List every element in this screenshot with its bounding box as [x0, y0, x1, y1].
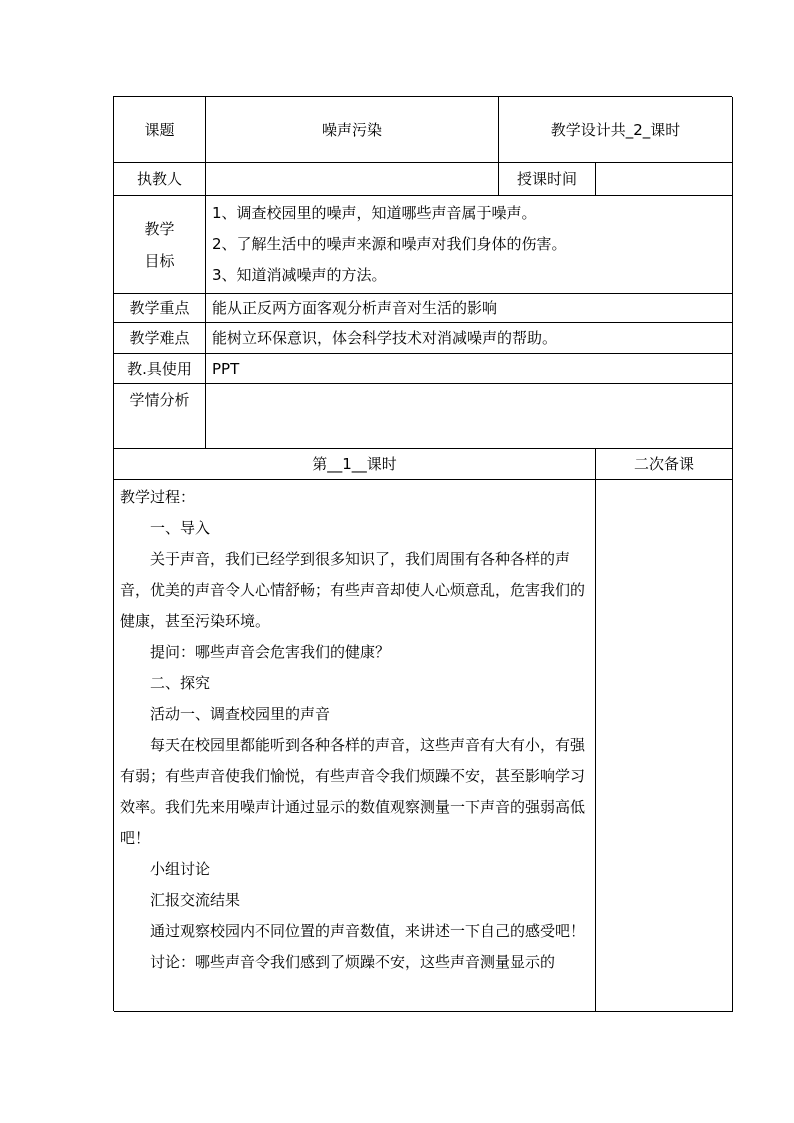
time-value[interactable]: [596, 163, 733, 196]
lesson-paragraph: 关于声音，我们已经学到很多知识了，我们周围有各种各样的声音，优美的声音令人心情舒畅；有些声音却使人心烦意乱，危害我们的健康，甚至污染环境。: [120, 550, 586, 630]
teacher-label: 执教人: [114, 163, 206, 196]
goals-label: [114, 196, 206, 294]
tools-label: 教.具使用: [114, 354, 206, 384]
difficulty-label: 教学难点: [114, 323, 206, 354]
time-label: 授课时间: [499, 163, 596, 196]
lesson-body: [114, 480, 596, 1012]
lesson-paragraph: 活动一、调查校园里的声音: [150, 705, 331, 723]
lesson-paragraph: 提问：哪些声音会危害我们的健康？: [150, 643, 391, 661]
key-point-value: 能从正反两方面客观分析声音对生活的影响: [206, 294, 733, 323]
goals-list: [206, 196, 733, 294]
analysis-label: [114, 384, 206, 449]
teacher-value[interactable]: [206, 163, 499, 196]
difficulty-value: 能树立环保意识，体会科学技术对消减噪声的帮助。: [206, 323, 733, 354]
goals-label-line2: 目标: [144, 251, 175, 270]
analysis-label-text: 学情分析: [129, 391, 190, 409]
lesson-paragraph: 通过观察校园内不同位置的声音数值，来讲述一下自己的感受吧！: [150, 922, 586, 940]
topic-label: 课题: [114, 97, 206, 163]
lesson-plan-table: [113, 96, 732, 1011]
lesson-paragraph: 一、导入: [150, 519, 211, 537]
lesson-paragraph: 讨论：哪些声音令我们感到了烦躁不安，这些声音测量显示的: [150, 953, 556, 971]
lesson-paragraph: 每天在校园里都能听到各种各样的声音，这些声音有大有小，有强有弱；有些声音使我们愉悦，有些声音令我们烦躁不安，甚至影响学习效率。我们先来用噪声计通过显示的数值观察测量一下声音的强弱高低吧！: [120, 736, 586, 847]
lesson-paragraph: 小组讨论: [150, 860, 211, 878]
topic-value: 噪声污染: [206, 97, 499, 163]
second-prep-body[interactable]: [596, 480, 733, 1012]
design-info: 教学设计共_2_课时: [499, 97, 733, 163]
goal-item: 3、知道消减噪声的方法。: [212, 266, 387, 284]
analysis-value[interactable]: [206, 384, 733, 449]
key-point-label: 教学重点: [114, 294, 206, 323]
goal-item: 1、调查校园里的噪声，知道哪些声音属于噪声。: [212, 204, 537, 222]
goal-item: 2、了解生活中的噪声来源和噪声对我们身体的伤害。: [212, 235, 567, 253]
goals-label-line1: 教学: [144, 219, 175, 238]
tools-value: PPT: [206, 354, 733, 384]
lesson-paragraph: 二、探究: [150, 674, 211, 692]
lesson-paragraph: 教学过程：: [120, 488, 196, 506]
second-prep-header: 二次备课: [596, 449, 733, 480]
lesson-header: 第__1__课时: [114, 449, 596, 480]
lesson-paragraph: 汇报交流结果: [150, 891, 241, 909]
